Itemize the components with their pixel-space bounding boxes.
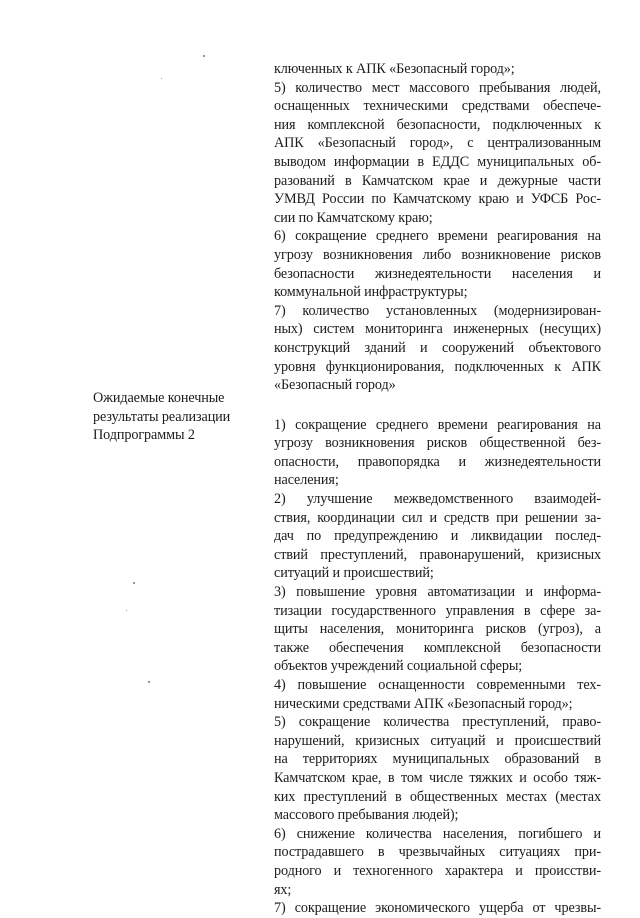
text-line: ных) систем мониторинга инженерных (несущих)	[274, 321, 601, 338]
text-line: объектов учреждений социальной сферы;	[274, 658, 523, 675]
label-line: Ожидаемые конечные	[93, 390, 225, 406]
text-line: ствия, координации сил и средств при решении за-	[274, 509, 601, 526]
results-block	[274, 416, 601, 918]
text-line: 7) количество установленных (модернизирован-	[274, 302, 601, 319]
text-line: УМВД России по Камчатскому краю и УФСБ Рос-	[274, 191, 601, 208]
text-line: нарушений, кризисных ситуаций и происшествий	[274, 732, 601, 749]
scan-speck	[161, 78, 162, 79]
text-line: 5) сокращение количества преступлений, право-	[274, 714, 601, 731]
text-line: щиты населения, мониторинга рисков (угроз), а	[274, 621, 601, 638]
text-line: опасности, правопорядка и жизнедеятельности	[274, 453, 601, 470]
text-line: дач по предупреждению и ликвидации послед-	[274, 528, 601, 545]
text-line: ническими средствами АПК «Безопасный город»;	[274, 695, 573, 712]
text-line: родного и техногенного характера и происстви-	[274, 862, 601, 879]
text-line: тизации государственного управления в сфере за-	[274, 602, 601, 619]
text-line: разований в Камчатском крае и дежурные части	[274, 172, 601, 189]
text-line: оснащенных техническими средствами обеспече-	[274, 98, 601, 115]
text-line: 6) снижение количества населения, погибшего и	[274, 825, 601, 842]
text-line: 7) сокращение экономического ущерба от чрезвы-	[274, 900, 601, 917]
text-line: коммунальной инфраструктуры;	[274, 284, 468, 301]
text-line: ключенных к АПК «Безопасный город»;	[274, 61, 515, 77]
text-line: 6) сокращение среднего времени реагирования на	[274, 228, 601, 245]
right-column	[274, 60, 601, 918]
text-line: ствий преступлений, правонарушений, кризисных	[274, 546, 601, 563]
text-line: «Безопасный город»	[274, 377, 396, 394]
top-block	[274, 60, 601, 395]
text-line: конструкций зданий и сооружений объектового	[274, 339, 601, 356]
text-line: безопасности жизнедеятельности населения и	[274, 265, 601, 282]
text-line: сии по Камчатскому краю;	[274, 209, 433, 226]
text-line: Камчатском крае, в том числе тяжких и особо тяж-	[274, 769, 601, 786]
text-line: ния комплексной безопасности, подключенных к	[274, 116, 601, 133]
text-line: 5) количество мест массового пребывания людей,	[274, 79, 601, 96]
text-line: 4) повышение оснащенности современными тех-	[274, 677, 601, 693]
text-line: АПК «Безопасный город», с централизованным	[274, 135, 601, 152]
text-line: 3) повышение уровня автоматизации и информа-	[274, 584, 601, 601]
row-label	[93, 389, 253, 445]
text-line: ких преступлений в общественных местах (местах	[274, 788, 601, 805]
text-line: ситуаций и происшествий;	[274, 565, 434, 582]
scan-speck	[148, 681, 150, 683]
row-divider-space	[274, 395, 601, 416]
text-line: ях;	[274, 881, 292, 898]
text-line: населения;	[274, 472, 339, 489]
text-line: угрозу возникновения рисков общественной без-	[274, 435, 601, 452]
text-line: выводом информации в ЕДДС муниципальных об-	[274, 153, 601, 170]
text-line: 1) сокращение среднего времени реагирования на	[274, 416, 601, 433]
text-line: также обеспечения комплексной безопасности	[274, 639, 601, 656]
text-line: на территориях муниципальных образований в	[274, 751, 601, 768]
text-line: угрозу возникновения либо возникновение рисков	[274, 246, 601, 263]
text-line: пострадавшего в чрезвычайных ситуациях при-	[274, 844, 601, 861]
scan-speck	[133, 582, 135, 584]
scan-speck	[126, 610, 127, 611]
label-line: Подпрограммы 2	[93, 427, 195, 444]
text-line: 2) улучшение межведомственного взаимодей-	[274, 491, 601, 508]
label-line: результаты реализации	[93, 408, 231, 425]
text-line: уровня функционирования, подключенных к АПК	[274, 358, 601, 375]
scan-speck	[203, 55, 205, 57]
text-line: массового пребывания людей);	[274, 807, 459, 824]
